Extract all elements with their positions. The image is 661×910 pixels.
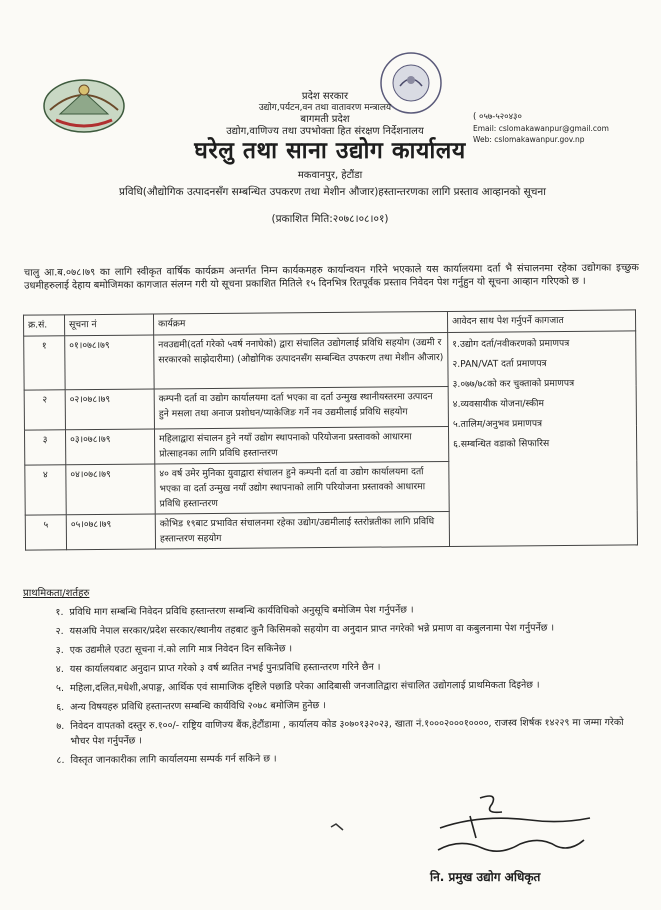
- list-item: [40, 696, 640, 715]
- list-item: [40, 715, 640, 749]
- ink-mark-icon: [330, 822, 344, 832]
- row-program: महिलाद्वारा संचालन हुने नयाँ उद्योग स्थापनाको परियोजना प्रस्तावको आधारमा प्रोत्साहनका लागि प्रविधि हस्तान्तरण: [154, 426, 448, 464]
- row-notice-no: ०४।०७८।७९: [66, 464, 155, 515]
- contact-web: Web: cslomakawanpur.gov.np: [473, 135, 585, 144]
- row-program: नवउद्यमी(दर्ता गरेको ५वर्ष ननाघेको) द्वारा संचालित उद्योगलाई प्रविधि सहयोग (उद्यमी र सरकारको साझेदारीमा) (औद्योगिक उत्पादनसँग सम्बन्धित उपकरण तथा मेशीन औजार): [154, 332, 448, 389]
- item-number: ७.: [56, 720, 65, 732]
- list-item: [40, 658, 640, 677]
- contact-email: Email: cslomakawanpur@gmail.com: [473, 124, 609, 133]
- row-sn: ५: [25, 515, 66, 550]
- header-line2: उद्योग,पर्यटन,वन तथा वातावरण मन्त्रालय: [258, 103, 392, 113]
- item-text: यस कार्यालयबाट अनुदान प्राप्त गरेको ३ वर्ष ब्यतित नभई पुनःप्रविधि हस्तान्तरण गरिने छैन ।: [69, 661, 381, 675]
- table-row: [24, 331, 636, 390]
- item-text: महिला,दलित,मधेशी,अपाङ्ग, आर्थिक एवं सामाजिक दृष्टिले पछाडि परेका आदिबासी जनजातिद्वारा संचालित उद्योगलाई प्राथमिकता दिइनेछ ।: [69, 679, 540, 694]
- header-line1: प्रदेश सरकार: [301, 91, 349, 102]
- col-notice-no: सूचना नं: [64, 314, 153, 336]
- required-docs-cell: [448, 331, 638, 547]
- item-number: ८.: [56, 754, 65, 766]
- item-number: १.: [55, 606, 64, 618]
- required-doc-item: ६.सम्बन्धित वडाको सिफारिस: [453, 438, 550, 450]
- row-sn: १: [24, 336, 65, 390]
- header-line4: उद्योग,वाणिज्य तथा उपभोक्ता हित संरक्षण निर्देशनालय: [226, 126, 424, 137]
- col-sn: क्र.सं.: [23, 315, 64, 336]
- notice-intro: चालु आ.ब.०७८।७९ का लागि स्वीकृत वार्षिक कार्यक्रम अन्तर्गत निम्न कार्यकमहरु कार्यान्वयन गरिने भएकाले यस कार्यालयमा दर्ता भै संचालनमा रहेका उद्योगका इच्छुक उधमीहरुलाई देहाय बमोजिमका कागजात संलग्न गरी यो सूचना प्रकाशित मितिले १५ दिनभित्र रितपूर्वक प्रस्ताव निवेदन पेश गर्नुहुन यो सूचना आव्हान गरिएको छ ।: [23, 262, 639, 292]
- required-doc-item: २.PAN/VAT दर्ता प्रमाणपत्र: [452, 358, 547, 370]
- conditions-list: [39, 601, 640, 772]
- nepal-emblem-icon: [40, 70, 128, 136]
- published-date: (प्रकाशित मिति:२०७८।०८।०१): [271, 213, 389, 225]
- office-location: मकवानपुर, हेटौंडा: [297, 170, 363, 181]
- contact-block: [473, 112, 653, 145]
- list-item: [39, 601, 639, 620]
- list-item: [40, 749, 640, 768]
- notice-subject: प्रविधि(औद्योगिक उत्पादनसँग सम्बन्धित उपकरण तथा मेशीन औजार)हस्तान्तरणका लागि प्रस्ताव आव्हानको सूचना: [119, 186, 546, 198]
- col-required-docs: आवेदन साथ पेश गर्नुपर्ने कागजात: [447, 310, 635, 333]
- row-notice-no: ०३।०७८।७९: [65, 429, 154, 465]
- row-program: कोभिड १९बाट प्रभावित संचालनमा रहेका उद्योग/उद्यमीलाई स्तरोन्नतीका लागि प्रविधि हस्तान्तरण सहयोग: [155, 511, 449, 549]
- item-text: प्रविधि माग सम्बन्धि निवेदन प्रविधि हस्तान्तरण सम्बन्धि कार्यविधिको अनुसूचि बमोजिम पेश गर्नुपर्नेछ ।: [69, 604, 414, 618]
- item-text: एक उद्यमीले एउटा सूचना नं.को लागि मात्र निवेदन दिन सकिनेछ ।: [69, 643, 293, 656]
- office-name: घरेलु तथा साना उद्योग कार्यालय: [194, 137, 466, 164]
- item-number: ६.: [56, 701, 65, 713]
- handwritten-signature-icon: [420, 790, 620, 862]
- item-number: २.: [55, 625, 64, 637]
- col-program: कार्यक्रम: [153, 311, 447, 335]
- item-text: अन्य विषयहरु प्रविधि हस्तान्तरण सम्बन्धि कार्यविधि २०७८ बमोजिम हुनेछ ।: [70, 700, 326, 713]
- row-program: कम्पनी दर्ता वा उद्योग कार्यालयमा दर्ता भएका वा दर्ता उन्मुख स्थानीयस्तरमा उत्पादन हुने मसला तथा अनाज प्रशोधन/प्याकेजिङ गर्ने नव उद्यमीलाई प्रविधि सहयोग: [154, 386, 448, 429]
- item-text: यसअघि नेपाल सरकार/प्रदेश सरकार/स्थानीय तहबाट कुनै किसिमको सहयोग वा अनुदान प्राप्त नगरेको भन्ने प्रमाण वा कबुलनामा पेश गर्नुपर्नेछ ।: [69, 622, 555, 637]
- item-text: विस्तृत जानकारीका लागि कार्यालयमा सम्पर्क गर्न सकिने छ ।: [70, 753, 277, 766]
- signatory-title: नि. प्रमुख उद्योग अधिकृत: [430, 870, 541, 884]
- conditions-title: प्राथमिकता/शर्तहरु: [23, 588, 90, 599]
- required-doc-item: १.उद्योग दर्ता/नवीकरणको प्रमाणपत्र: [452, 337, 570, 350]
- row-notice-no: ०५।०७८।७९: [66, 514, 155, 550]
- item-number: ५.: [55, 682, 65, 694]
- required-doc-item: ५.तालिम/अनुभव प्रमाणपत्र: [452, 418, 543, 430]
- item-number: ४.: [55, 663, 64, 675]
- required-doc-item: ४.व्यवसायीक योजना/स्कीम: [452, 398, 544, 410]
- row-sn: २: [24, 390, 65, 430]
- row-program: ४० वर्ष उमेर मुनिका युवाद्वारा संचालन हुने कम्पनी दर्ता वा उद्योग कार्यालयमा दर्ता भएका वा दर्ता उन्मुख नयाँ उद्योग स्थापनाको लागि परियोजना प्रस्तावको आधारमा प्रविधि हस्तान्तरण: [155, 461, 449, 514]
- row-sn: ३: [24, 430, 65, 465]
- program-table: [23, 309, 638, 550]
- item-number: ३.: [55, 644, 64, 656]
- required-doc-item: ३.०७७/७८को कर चुक्ताको प्रमाणपत्र: [452, 377, 575, 390]
- item-text: निवेदन वापतको दस्तुर रु.१००/- राष्ट्रिय वाणिज्य बैंक,हेटौंडामा , कार्यालय कोड ३०७०१३२०२३, खाता नं.१०००२०००१००००, राजस्व शिर्षक १४२२९ मा जम्मा गरेको भौचर पेश गर्नुपर्नेछ ।: [70, 717, 624, 747]
- contact-phone: ( ०५७-५२०४३०: [473, 112, 522, 122]
- row-notice-no: ०२।०७८।७९: [65, 389, 154, 430]
- list-item: [40, 620, 640, 639]
- list-item: [40, 639, 640, 658]
- row-sn: ४: [25, 465, 66, 515]
- row-notice-no: ०१।०७८।७९: [65, 335, 154, 390]
- list-item: [40, 677, 640, 696]
- header-line3: बागमती प्रदेश: [300, 114, 350, 125]
